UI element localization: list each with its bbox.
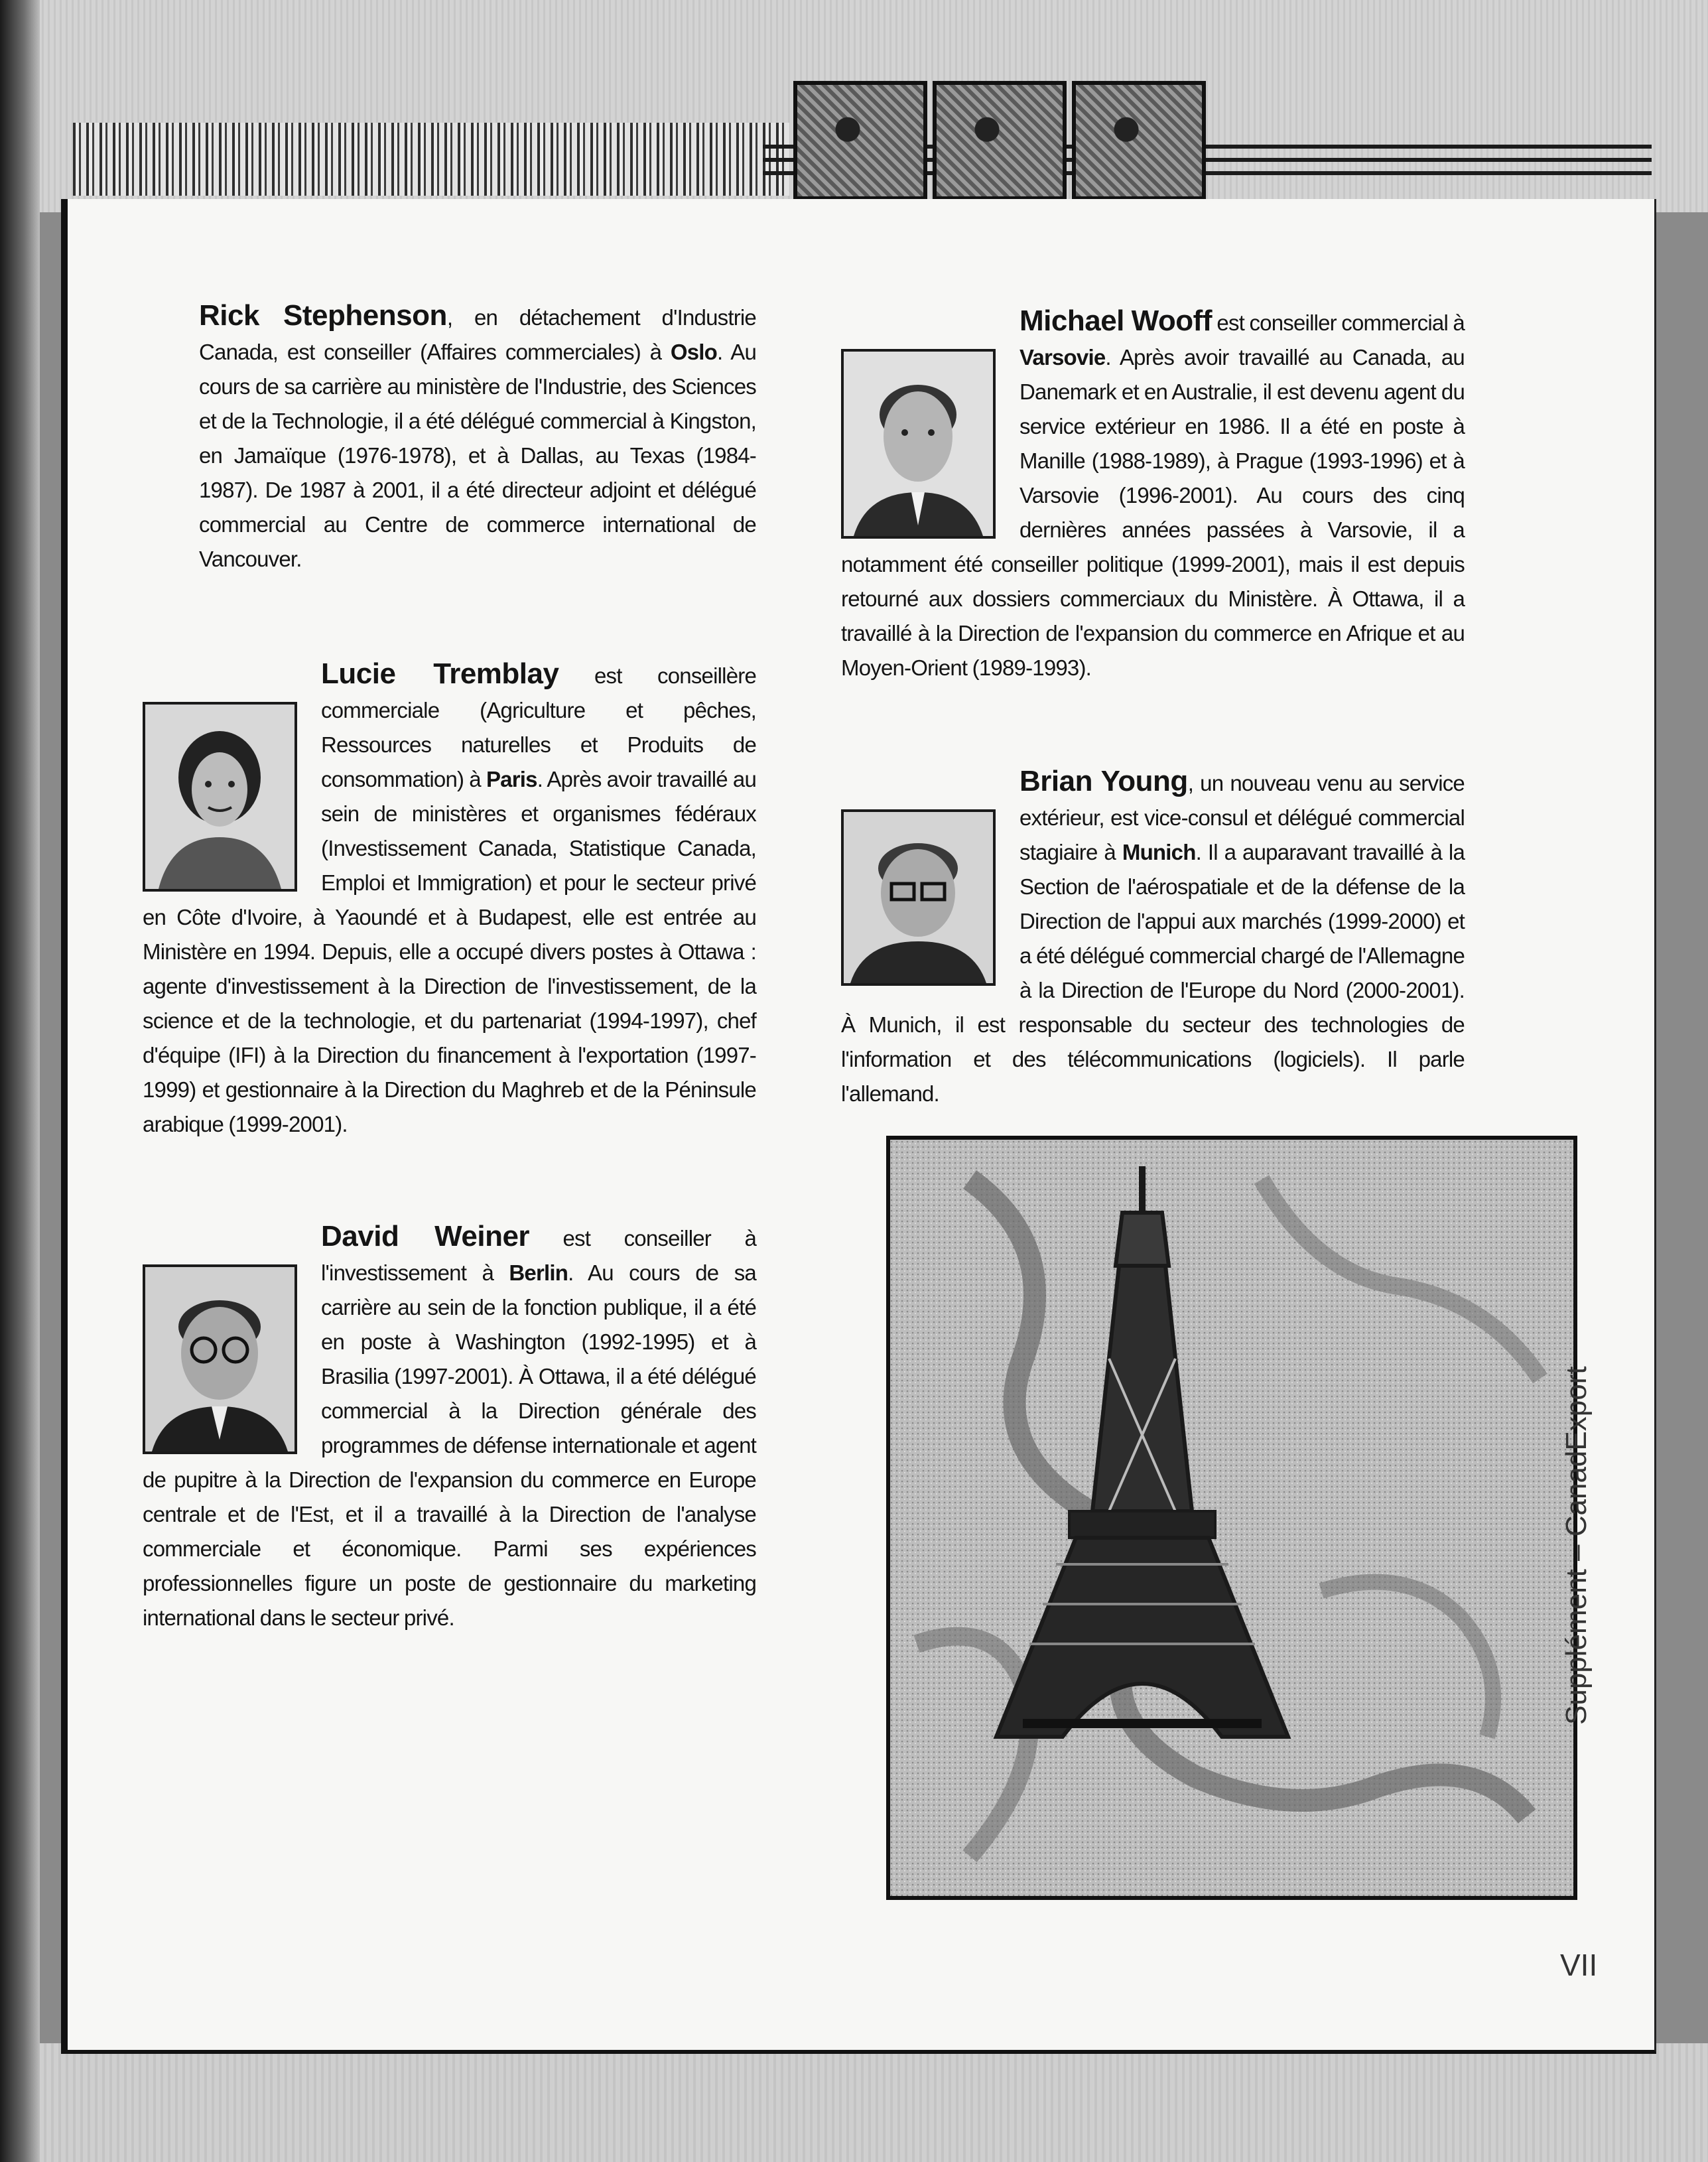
eiffel-tower-map-image xyxy=(886,1136,1577,1900)
profile-city: Oslo xyxy=(670,340,718,364)
profile-david-weiner xyxy=(143,1219,756,1635)
profile-name: Rick Stephenson xyxy=(199,299,447,332)
header-thumbnail-globe xyxy=(1072,81,1206,200)
header-thumbnail-map xyxy=(933,81,1067,200)
page-number: VII xyxy=(1560,1948,1598,1982)
portrait-man-glasses-icon xyxy=(145,1267,295,1452)
portrait-man-glasses-icon xyxy=(844,812,993,983)
eiffel-tower-icon xyxy=(890,1140,1573,1896)
profile-text: Brian Young, un nouveau venu au service extérieur, est vice-consul et délégué commercial stagiaire à Munich. Il a auparavant travaillé à la Section de l'aérospatiale et de la défense de la Direction de l'appui aux marchés (1999-2000) et a été délégué commercial chargé de l'Allemagne à la Direction de l'Europe du Nord (2000-2001). À Munich, il est responsable du secteur des technologies de l'information et des télécommunications (logiciels). Il parle l'allemand. xyxy=(841,765,1465,1106)
brian-young-photo xyxy=(841,809,996,986)
profile-brian-young xyxy=(841,764,1465,1111)
header-thumbnail-handshake xyxy=(793,81,927,200)
profile-text: Lucie Tremblay est conseillère commerciale (Agriculture et pêches, Ressources naturelles et Produits de consommation) à Paris. Après avoir travaillé au sein de ministères et organismes fédéraux (Investissement Canada, Statistique Canada, Emploi et Immigration) et pour le secteur privé en Côte d'Ivoire, à Yaoundé et à Budapest, elle est entrée au Ministère en 1994. Depuis, elle a occupé divers postes à Ottawa : agente d'investissement à la Direction de l'investissement, de la science et de la technologie, et du partenariat (1994-1997), chef d'équipe (IFI) à la Direction du financement à l'exportation (1997-1999) et gestionnaire à la Direction du Maghreb et de la Péninsule arabique (1999-2001). xyxy=(143,657,756,1136)
profile-city: Varsovie xyxy=(1019,345,1106,370)
david-weiner-photo xyxy=(143,1264,297,1454)
profile-text: Rick Stephenson, en détachement d'Industrie Canada, est conseiller (Affaires commerciales) à Oslo. Au cours de sa carrière au ministère de l'Industrie, des Sciences et de la Technologie, il a été délégué commercial à Kingston, en Jamaïque (1976-1978), et à Dallas, au Texas (1984-1987). De 1987 à 2001, il a été directeur adjoint et délégué commercial au Centre de commerce international de Vancouver. xyxy=(199,299,756,571)
profile-name: Lucie Tremblay xyxy=(321,657,559,690)
profile-michael-wooff xyxy=(841,304,1465,685)
profile-city: Berlin xyxy=(509,1260,568,1285)
profile-name: Michael Wooff xyxy=(1019,304,1212,337)
portrait-woman-icon xyxy=(145,705,295,889)
book-binding-shadow xyxy=(0,0,40,2162)
profile-rick-stephenson xyxy=(199,299,756,576)
header-barcode-band xyxy=(73,123,789,196)
scan-margin-bottom xyxy=(0,2043,1708,2162)
michael-wooff-photo xyxy=(841,349,996,539)
profile-city: Munich xyxy=(1122,840,1196,864)
profile-name: David Weiner xyxy=(321,1220,530,1252)
side-caption: Supplément – CanadExport xyxy=(1560,1366,1593,1725)
portrait-man-icon xyxy=(844,352,993,536)
profile-name: Brian Young xyxy=(1019,765,1188,797)
profile-text: David Weiner est conseiller à l'investissement à Berlin. Au cours de sa carrière au sein de la fonction publique, il a été en poste à Washington (1992-1995) et à Brasilia (1997-2001). À Ottawa, il a été délégué commercial à la Direction générale des programmes de défense internationale et agent de pupitre à la Direction de l'expansion du commerce en Europe centrale et de l'Est, et il a travaillé à la Direction de l'analyse commerciale et économique. Parmi ses expériences professionnelles figure un poste de gestionnaire du marketing international dans le secteur privé. xyxy=(143,1220,756,1630)
profile-text: Michael Wooff est conseiller commercial à Varsovie. Après avoir travaillé au Canada, au Danemark et en Australie, il est devenu agent du service extérieur en 1986. Il a été en poste à Manille (1988-1989), à Prague (1993-1996) et à Varsovie (1996-2001). Au cours des cinq dernières années passées à Varsovie, il a notamment été conseiller politique (1999-2001), mais il est depuis retourné aux dossiers commerciaux du Ministère. À Ottawa, il a travaillé à la Direction de l'expansion du commerce en Afrique et au Moyen-Orient (1989-1993). xyxy=(841,304,1465,680)
lucie-tremblay-photo xyxy=(143,702,297,892)
profile-city: Paris xyxy=(486,767,537,791)
profile-lucie-tremblay xyxy=(143,657,756,1142)
